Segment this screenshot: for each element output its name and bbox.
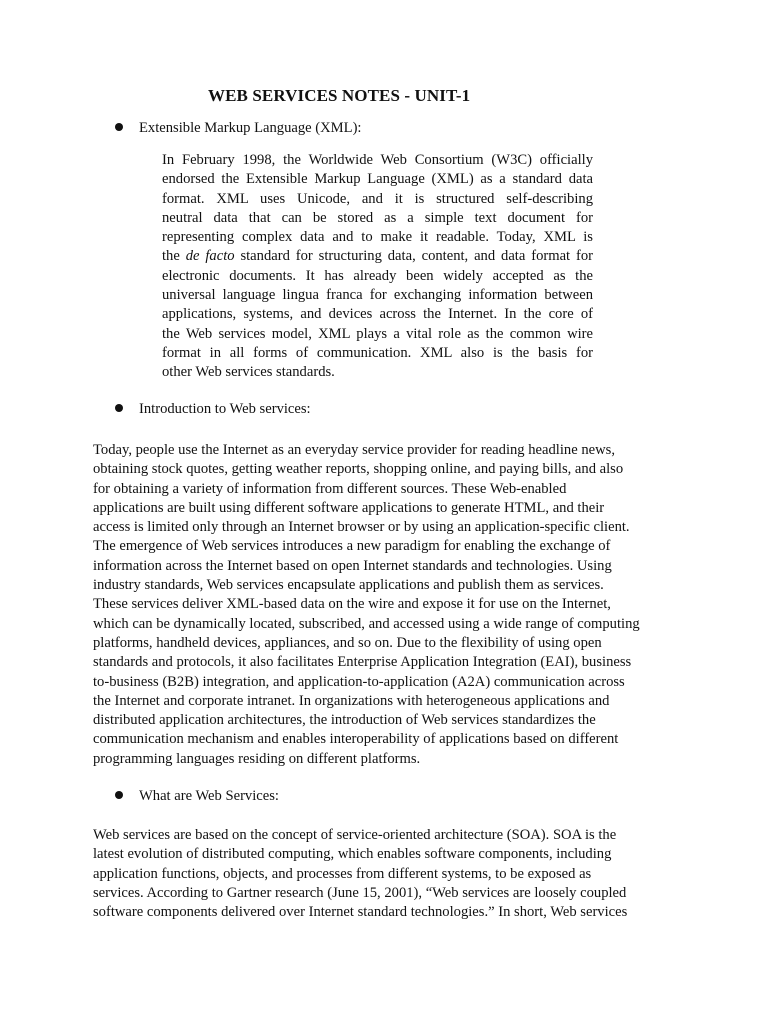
- text-line: applications are built using different software applications to generate HTML, and their: [93, 499, 605, 516]
- text-line: applications, systems, and devices across the Internet. In the core of: [162, 306, 593, 323]
- document-title: WEB SERVICES NOTES - UNIT-1: [208, 86, 471, 105]
- intro-paragraph: [93, 441, 678, 769]
- text-line-with-italic: [162, 247, 593, 266]
- italic-term: de facto: [185, 248, 235, 265]
- text-line: distributed application architectures, the introduction of Web services standardizes the: [93, 712, 596, 729]
- text-line: universal language lingua franca for exchanging information between: [162, 287, 593, 304]
- text-line: platforms, handheld devices, appliances, and so on. Due to the flexibility of using open: [93, 634, 602, 651]
- text-line: communication mechanism and enables interoperability of applications based on different: [93, 731, 619, 748]
- text-line: format. XML uses Unicode, and it is structured self-describing: [162, 190, 593, 207]
- bullet-item-xml: [115, 120, 362, 137]
- text-line: representing complex data and to make it readable. Today, XML is: [162, 229, 593, 246]
- text-line: obtaining stock quotes, getting weather reports, shopping online, and paying bills, and also: [93, 461, 624, 478]
- text-line: for obtaining a variety of information from different sources. These Web-enabled: [93, 480, 567, 497]
- bullet-item-what-are: [115, 788, 279, 805]
- text-line: The emergence of Web services introduces a new paradigm for enabling the exchange of: [93, 538, 611, 555]
- text-line: format in all forms of communication. XML also is the basis for: [162, 344, 593, 361]
- text-fragment: standard for structuring data, content, and data format for: [234, 248, 594, 265]
- text-line: which can be dynamically located, subscribed, and accessed using a wide range of computing: [93, 615, 640, 632]
- text-line: Today, people use the Internet as an everyday service provider for reading headline news,: [93, 442, 615, 458]
- bullet-icon: [115, 123, 123, 131]
- text-line: access is limited only through an Internet browser or by using an application-specific client.: [93, 519, 630, 536]
- text-line: application functions, objects, and processes from different systems, to be exposed as: [93, 865, 592, 882]
- bullet-item-intro: [115, 401, 311, 418]
- xml-paragraph: [162, 151, 593, 383]
- text-line: latest evolution of distributed computing, which enables software components, including: [93, 846, 612, 863]
- bullet-icon: [115, 791, 123, 799]
- bullet-label: What are Web Services:: [139, 788, 279, 804]
- text-line: These services deliver XML-based data on the wire and expose it for use on the Internet,: [93, 596, 611, 613]
- text-line: industry standards, Web services encapsulate applications and publish them as services.: [93, 577, 604, 594]
- text-line: other Web services standards.: [162, 364, 335, 381]
- what-are-paragraph: [93, 826, 678, 922]
- text-line: services. According to Gartner research (June 15, 2001), “Web services are loosely coupled: [93, 884, 627, 901]
- text-line: the Web services model, XML plays a vital role as the common wire: [162, 325, 593, 342]
- text-line: electronic documents. It has already been widely accepted as the: [162, 267, 593, 284]
- text-line: standards and protocols, it also facilitates Enterprise Application Integration (EAI), business: [93, 654, 632, 671]
- text-line: the Internet and corporate intranet. In organizations with heterogeneous applications and: [93, 692, 610, 709]
- text-line: neutral data that can be stored as a simple text document for: [162, 209, 593, 226]
- text-line: programming languages residing on different platforms.: [93, 750, 421, 767]
- bullet-icon: [115, 404, 123, 412]
- text-line: endorsed the Extensible Markup Language (XML) as a standard data: [162, 171, 593, 188]
- text-fragment: the: [162, 248, 186, 265]
- text-line: software components delivered over Internet standard technologies.” In short, Web services: [93, 904, 628, 921]
- text-line: to-business (B2B) integration, and application-to-application (A2A) communication across: [93, 673, 625, 690]
- bullet-label: Introduction to Web services:: [139, 401, 311, 417]
- text-line: information across the Internet based on open Internet standards and technologies. Using: [93, 557, 612, 574]
- bullet-label: Extensible Markup Language (XML):: [139, 120, 362, 136]
- text-line: Web services are based on the concept of service-oriented architecture (SOA). SOA is the: [93, 827, 617, 843]
- text-line: In February 1998, the Worldwide Web Consortium (W3C) officially: [162, 152, 593, 168]
